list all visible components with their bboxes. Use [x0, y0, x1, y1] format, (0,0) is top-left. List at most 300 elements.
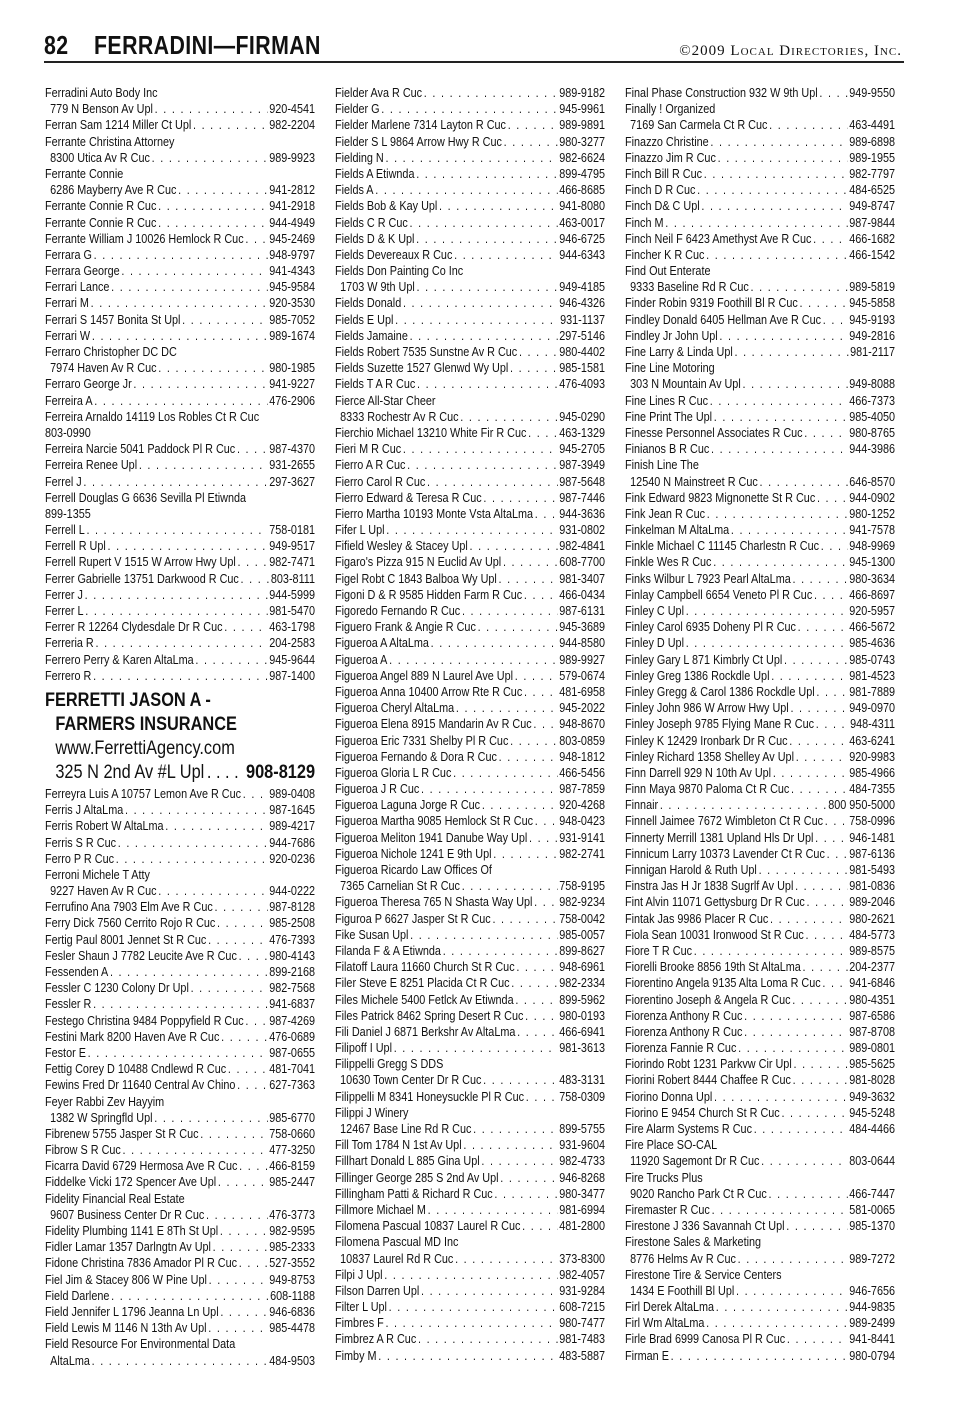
listing-phone: 476-7393 — [269, 932, 316, 947]
listing-phone: 989-6898 — [849, 134, 896, 149]
listing-name: Fierro Martha 10193 Monte Vsta AltaLma — [335, 506, 534, 521]
page-number: 82 — [44, 30, 69, 60]
listing-phone: 946-7656 — [849, 1283, 896, 1298]
dot-leader — [793, 1057, 847, 1073]
listing-phone: 483-5887 — [559, 1348, 606, 1363]
dot-leader — [83, 475, 267, 491]
listing-name: Finley C Upl — [625, 604, 684, 618]
dot-leader — [110, 965, 268, 981]
listing-row — [625, 248, 895, 264]
listing-row — [45, 604, 315, 620]
listing-phone: 989-0408 — [269, 786, 316, 801]
listing-name: Ferrari S 1457 Bonita St Upl — [45, 312, 181, 327]
dot-leader — [418, 1332, 558, 1348]
listing-row — [625, 394, 895, 410]
listing-row — [335, 394, 605, 410]
listing-row — [335, 555, 605, 571]
dot-leader — [773, 766, 848, 782]
listing-row — [625, 847, 895, 863]
listing-phone: 946-6836 — [269, 1304, 316, 1319]
dot-leader — [707, 507, 848, 523]
listing-phone: 945-2022 — [559, 701, 606, 716]
listing-phone: 989-2046 — [849, 895, 896, 910]
listing-name: Finley Gary L 871 Kimbrly Ct Upl — [625, 652, 783, 667]
dot-leader — [85, 604, 267, 620]
listing-row — [45, 787, 315, 803]
dot-leader — [220, 1224, 268, 1240]
listing-phone: 608-7700 — [559, 555, 606, 570]
listing-row — [45, 523, 315, 539]
listing-row — [45, 1289, 315, 1305]
listing-phone: 949-8753 — [269, 1272, 316, 1287]
listing-phone: 980-4402 — [559, 345, 606, 359]
dot-leader — [182, 313, 267, 329]
dot-leader — [686, 604, 848, 620]
listing-name: Ferrer R 12264 Clydesdale Dr R Cuc — [45, 620, 223, 635]
listing-row — [45, 949, 315, 965]
dot-leader — [759, 863, 848, 879]
listing-row — [625, 539, 895, 555]
listing-row — [335, 572, 605, 588]
listing-phone: 989-9927 — [559, 652, 606, 667]
listing-phone: 476-2906 — [269, 393, 316, 408]
listing-row — [45, 965, 315, 981]
listing-phone: 899-4795 — [559, 166, 606, 181]
listing-phone: 989-5819 — [849, 280, 896, 295]
dot-leader — [483, 491, 557, 507]
listing-phone: 989-9891 — [559, 118, 606, 133]
dot-leader — [152, 151, 268, 167]
dot-leader — [239, 1256, 268, 1272]
listing-row — [625, 1057, 895, 1073]
dot-leader — [522, 1219, 557, 1235]
listing-phone: 579-0674 — [559, 668, 606, 683]
listing-row — [45, 997, 315, 1013]
dot-leader — [744, 1025, 847, 1041]
listing-row — [45, 620, 315, 636]
ad-website[interactable]: www.FerrettiAgency.com — [55, 737, 235, 759]
listing-name: Fierchio Michael 13210 White Fir R Cuc — [335, 425, 527, 440]
listing-name: Ferrell R Upl — [45, 539, 106, 554]
listing-row — [335, 1316, 605, 1332]
listing-phone: 945-2705 — [559, 442, 606, 457]
listing-phone: 945-5248 — [849, 1105, 896, 1120]
listing-name: Firestone J 336 Savannah Ct Upl — [625, 1219, 785, 1234]
listing-phone: 985-2447 — [269, 1175, 316, 1190]
listing-phone: 985-4636 — [849, 636, 896, 651]
listing-phone: 941-4343 — [269, 264, 316, 279]
listing-phone: 987-4269 — [269, 1013, 316, 1028]
dot-leader — [482, 798, 558, 814]
listing-name: Ferrari Lance — [45, 280, 110, 295]
dot-leader — [524, 685, 558, 701]
listing-row — [335, 912, 605, 928]
listing-name: Fiorino Donna Upl — [625, 1089, 713, 1104]
listing-row — [625, 831, 895, 847]
listing-name: Fill Tom 1784 N 1st Av Upl — [335, 1138, 462, 1153]
listing-phone: 982-7568 — [269, 981, 316, 996]
listing-row — [45, 232, 315, 248]
listing-name: Fiorenza Anthony R Cuc — [625, 1024, 743, 1039]
listing-name: Finnell Jaimee 7672 Wimbleton Ct R Cuc — [625, 814, 824, 829]
listing-name: Fielding N — [335, 150, 384, 165]
dot-leader — [529, 831, 558, 847]
dot-leader — [121, 264, 267, 280]
listing-name: Fielder Marlene 7314 Layton R Cuc — [335, 118, 506, 133]
listing-row — [45, 916, 315, 932]
listing-row — [625, 928, 895, 944]
listing-row — [335, 1268, 605, 1284]
listing-phone: 989-2499 — [849, 1316, 896, 1331]
listing-phone: 980-7477 — [559, 1316, 606, 1331]
listing-row — [625, 442, 895, 458]
dot-leader — [92, 1354, 268, 1370]
listing-name: Finch M — [625, 215, 664, 230]
dot-leader — [394, 1041, 558, 1057]
listing-row — [45, 836, 315, 852]
dot-leader — [814, 588, 848, 604]
listing-row — [45, 1224, 315, 1240]
listing-name: Figueroa Cheryl AltaLma — [335, 701, 455, 716]
listing-name: Fields T A R Cuc — [335, 377, 416, 392]
dot-leader — [517, 1025, 557, 1041]
listing-row — [625, 1138, 895, 1154]
dot-leader — [158, 199, 267, 215]
listing-phone: 981-6994 — [559, 1202, 606, 1217]
listing-row — [625, 555, 895, 571]
listing-row — [335, 102, 605, 118]
listing-group-2 — [335, 86, 605, 1365]
listing-phone: 949-8747 — [849, 199, 896, 214]
listing-name: Fimbrez A R Cuc — [335, 1332, 417, 1347]
listing-name: Fink Jean R Cuc — [625, 506, 706, 521]
listing-phone: 941-8080 — [559, 199, 606, 214]
listing-phone: 980-0794 — [849, 1348, 896, 1363]
listing-name: Finnair — [625, 798, 659, 813]
listing-row — [45, 653, 315, 669]
listing-phone: 466-7447 — [849, 1186, 896, 1201]
listing-phone: 982-2741 — [559, 846, 606, 861]
listing-name: 7365 Carnelian St R Cuc — [340, 879, 460, 894]
listing-row — [45, 1240, 315, 1256]
listing-name: Fields Suzette 1527 Glenwd Wy Upl — [335, 361, 509, 376]
listing-phone: 758-0309 — [559, 1089, 606, 1104]
listing-row — [625, 798, 895, 814]
listing-name: Figueroa Theresa 765 N Shasta Way Upl — [335, 895, 533, 910]
listing-phone: 948-4311 — [850, 717, 896, 732]
listing-row — [335, 976, 605, 992]
listing-name: Fillhart Donald L 885 Gina Upl — [335, 1154, 480, 1169]
listing-row — [335, 1057, 605, 1073]
dot-leader — [806, 928, 848, 944]
listing-phone: 980-3477 — [559, 1186, 606, 1201]
listing-name: Festor E — [45, 1045, 86, 1060]
listing-row — [45, 167, 315, 183]
listing-phone: 803-0644 — [849, 1154, 896, 1169]
dot-leader — [665, 216, 847, 232]
dot-leader — [424, 86, 558, 102]
dot-leader — [217, 916, 267, 932]
listing-name: Fifield Wesley & Stacey Upl — [335, 539, 468, 554]
listing-row — [625, 863, 895, 879]
listing-row — [335, 135, 605, 151]
listing-phone: 476-4093 — [559, 377, 606, 392]
listing-name: 12540 N Mainstreet R Cuc — [630, 474, 758, 489]
listing-row — [625, 1106, 895, 1122]
listing-row — [45, 248, 315, 264]
listing-phone: 944-7686 — [269, 835, 316, 850]
listing-name: Firl Derek AltaLma — [625, 1300, 715, 1315]
dot-leader — [754, 1122, 848, 1138]
listing-row — [45, 555, 315, 571]
listing-name: Fine Lines R Cuc — [625, 393, 709, 408]
listing-name: Filanda F & A Etiwnda — [335, 943, 441, 958]
listing-row — [335, 895, 605, 911]
listing-row — [45, 900, 315, 916]
dot-leader — [428, 1203, 558, 1219]
listing-name: Fiorenza Anthony R Cuc — [625, 1008, 743, 1023]
listing-name: Ferrante William J 10026 Hemlock R Cuc — [45, 231, 244, 246]
dot-leader — [208, 933, 267, 949]
listing-row — [45, 183, 315, 199]
listing-phone: 484-5773 — [849, 927, 896, 942]
dot-leader — [245, 1014, 267, 1030]
listing-phone: 373-8300 — [559, 1251, 606, 1266]
listing-name: Fesler Shaun J 7782 Leucite Ave R Cuc — [45, 948, 237, 963]
listing-phone: 476-0689 — [269, 1029, 316, 1044]
listing-name: Ferroni Michele T Atty — [45, 867, 150, 882]
listing-phone: 466-7373 — [849, 393, 896, 408]
listing-name: Finkle Wes R Cuc — [625, 555, 712, 570]
listing-phone: 466-5456 — [559, 765, 606, 780]
listing-row — [625, 507, 895, 523]
dot-leader — [92, 329, 268, 345]
dot-leader — [821, 539, 848, 555]
listing-phone: 989-0801 — [849, 1041, 896, 1056]
listing-row — [335, 410, 605, 426]
listing-row — [625, 814, 895, 830]
dot-leader — [407, 458, 557, 474]
listing-phone: 985-4478 — [269, 1321, 316, 1336]
listing-name: Ferrel J — [45, 474, 82, 489]
listing-name: 11920 Sagemont Dr R Cuc — [630, 1154, 760, 1169]
listing-row — [625, 1332, 895, 1348]
listing-name: Fields A — [335, 183, 374, 198]
dot-leader — [792, 572, 847, 588]
listing-phone: 982-2204 — [269, 118, 316, 133]
listing-phone: 982-4841 — [559, 539, 606, 554]
listing-name: Ferrell Douglas G 6636 Sevilla Pl Etiwnda — [45, 490, 247, 505]
listing-phone: 980-0193 — [559, 1008, 606, 1023]
dot-leader — [697, 183, 847, 199]
dot-leader — [410, 329, 558, 345]
listing-name: Fine Larry & Linda Upl — [625, 345, 733, 359]
listing-phone: 946-8268 — [559, 1170, 606, 1185]
dot-leader — [389, 1300, 558, 1316]
dot-leader — [381, 102, 557, 118]
listing-phone: 899-5755 — [559, 1122, 606, 1136]
listing-phone: 466-1682 — [849, 231, 896, 246]
dot-leader — [158, 884, 267, 900]
listing-phone: 463-1798 — [269, 620, 316, 635]
dot-leader — [516, 960, 557, 976]
listing-phone: 920-4541 — [269, 102, 316, 117]
dot-leader — [719, 329, 847, 345]
listing-name: Fillinger George 285 S 2nd Av Upl — [335, 1170, 499, 1185]
listing-name: 6286 Mayberry Ave R Cuc — [50, 183, 177, 198]
dot-leader — [789, 734, 847, 750]
listing-row — [625, 1349, 895, 1365]
listing-name: Ferrante Christina Attorney — [45, 134, 175, 149]
dot-leader — [195, 653, 267, 669]
dot-leader — [694, 944, 848, 960]
listing-name: Finn Darrell 929 N 10th Av Upl — [625, 765, 772, 780]
listing-name: Field Jennifer L 1796 Jeanna Ln Upl — [45, 1304, 219, 1319]
listing-row — [625, 102, 895, 118]
listing-name: Finstra Jas H Jr 1838 Sugrlf Av Upl — [625, 879, 794, 894]
listing-name: Figaro's Pizza 915 N Euclid Av Upl — [335, 555, 502, 570]
listing-name: Finkle Michael C 11145 Charlestn R Cuc — [625, 539, 820, 554]
listing-name: Ferrer L — [45, 604, 84, 618]
listing-row — [625, 426, 895, 442]
listing-row — [625, 1284, 895, 1300]
dot-leader — [731, 523, 848, 539]
copyright: ©2009 Local Directories, Inc. — [679, 43, 902, 59]
dot-leader — [816, 717, 849, 733]
listing-name: Figuroa P 6627 Jasper St R Cuc — [335, 911, 491, 926]
dot-leader — [793, 1073, 848, 1089]
listing-row — [335, 458, 605, 474]
listing-name: Fierro Carol R Cuc — [335, 474, 426, 489]
listing-phone: 944-3636 — [559, 506, 606, 521]
dot-leader — [237, 442, 268, 458]
listing-row — [335, 734, 605, 750]
dot-leader — [224, 620, 267, 636]
dot-leader — [410, 928, 557, 944]
dot-leader — [704, 167, 848, 183]
listing-phone: 985-4050 — [849, 409, 896, 424]
listing-row — [335, 685, 605, 701]
listing-row — [335, 1187, 605, 1203]
listing-phone: 941-6846 — [849, 976, 896, 991]
listing-row — [335, 1219, 605, 1235]
listing-name: Finley K 12429 Ironbark Dr R Cuc — [625, 733, 788, 748]
listing-row — [625, 993, 895, 1009]
listing-phone: 946-6725 — [559, 231, 606, 246]
listing-phone: 608-1188 — [270, 1288, 316, 1303]
listing-phone: 985-0743 — [849, 652, 896, 667]
listing-row — [335, 669, 605, 685]
listing-phone: 985-4966 — [849, 765, 896, 780]
listing-row — [45, 1046, 315, 1062]
listing-name: Finn Maya 9870 Paloma Ct R Cuc — [625, 782, 790, 797]
listing-phone: 945-9961 — [559, 102, 606, 117]
listing-name: Figueroa A AltaLma — [335, 636, 429, 651]
listing-row — [335, 1154, 605, 1170]
listing-row — [625, 1187, 895, 1203]
listing-row — [625, 135, 895, 151]
listing-phone: 481-6958 — [559, 684, 606, 699]
dot-leader — [193, 118, 268, 134]
listing-row — [625, 717, 895, 733]
listing-row — [625, 216, 895, 232]
dot-leader — [118, 836, 268, 852]
listing-phone: 949-0970 — [849, 701, 896, 716]
listing-name: Fiel Jim & Stacey 806 W Pine Upl — [45, 1272, 207, 1287]
dot-leader — [94, 394, 267, 410]
listing-row — [625, 264, 895, 280]
dot-leader — [510, 361, 558, 377]
dot-leader — [93, 997, 267, 1013]
listing-name: Filatoff Laura 11660 Church St R Cuc — [335, 960, 515, 975]
listing-phone: 989-8575 — [849, 943, 896, 958]
listing-phone: 527-3552 — [269, 1256, 316, 1271]
listing-row — [335, 345, 605, 361]
listing-row — [45, 1354, 315, 1370]
listing-row — [625, 1122, 895, 1138]
listing-row — [625, 588, 895, 604]
listing-phone: 204-2377 — [849, 960, 896, 975]
dot-leader — [817, 491, 848, 507]
dot-leader — [421, 1284, 558, 1300]
listing-row — [335, 766, 605, 782]
dot-leader — [734, 345, 848, 361]
listing-name: Fields E Upl — [335, 312, 394, 327]
listing-row — [625, 491, 895, 507]
listing-phone: 297-3627 — [269, 474, 316, 489]
dot-leader — [714, 410, 848, 426]
listing-phone: 987-9844 — [849, 215, 896, 230]
listing-name: Fields Donald — [335, 296, 402, 311]
listing-phone: 982-7797 — [849, 166, 896, 181]
listing-name: Ferraro George Jr — [45, 377, 132, 392]
listing-row — [45, 264, 315, 280]
listing-row — [45, 426, 315, 442]
listing-row — [335, 798, 605, 814]
listing-row — [335, 1252, 605, 1268]
listing-name: Fibrow S R Cuc — [45, 1143, 121, 1158]
dot-leader — [760, 475, 848, 491]
dot-leader — [410, 216, 558, 232]
listing-phone: 477-3250 — [269, 1143, 316, 1158]
dot-leader — [519, 345, 558, 361]
listing-phone: 463-0017 — [559, 215, 606, 230]
listing-row — [625, 750, 895, 766]
listing-phone: 982-9234 — [559, 895, 606, 910]
dot-leader — [711, 442, 848, 458]
listing-row — [335, 588, 605, 604]
listing-name: Filer Steve E 8251 Placida Ct R Cuc — [335, 976, 510, 991]
listing-phone: 920-3530 — [269, 296, 316, 311]
dot-leader — [499, 572, 558, 588]
dot-leader — [526, 1090, 558, 1106]
listing-phone: 981-4523 — [849, 668, 896, 683]
listing-name: Finley D Upl — [625, 636, 684, 651]
listing-phone: 981-5470 — [269, 604, 316, 618]
listing-row — [625, 475, 895, 491]
dot-leader — [799, 296, 847, 312]
listing-row — [45, 933, 315, 949]
listing-phone: 987-5648 — [559, 474, 606, 489]
listing-phone: 803-8111 — [270, 571, 316, 586]
dot-leader — [671, 1349, 848, 1365]
dot-leader — [825, 814, 848, 830]
listing-row — [335, 1122, 605, 1138]
listing-name: 8333 Rochestr Av R Cuc — [340, 409, 459, 424]
listing-name: Fessler C 1230 Colony Dr Upl — [45, 981, 189, 996]
listing-name: Figueroa Laguna Jorge R Cuc — [335, 798, 481, 813]
listing-name: Fine Print The Upl — [625, 409, 713, 424]
